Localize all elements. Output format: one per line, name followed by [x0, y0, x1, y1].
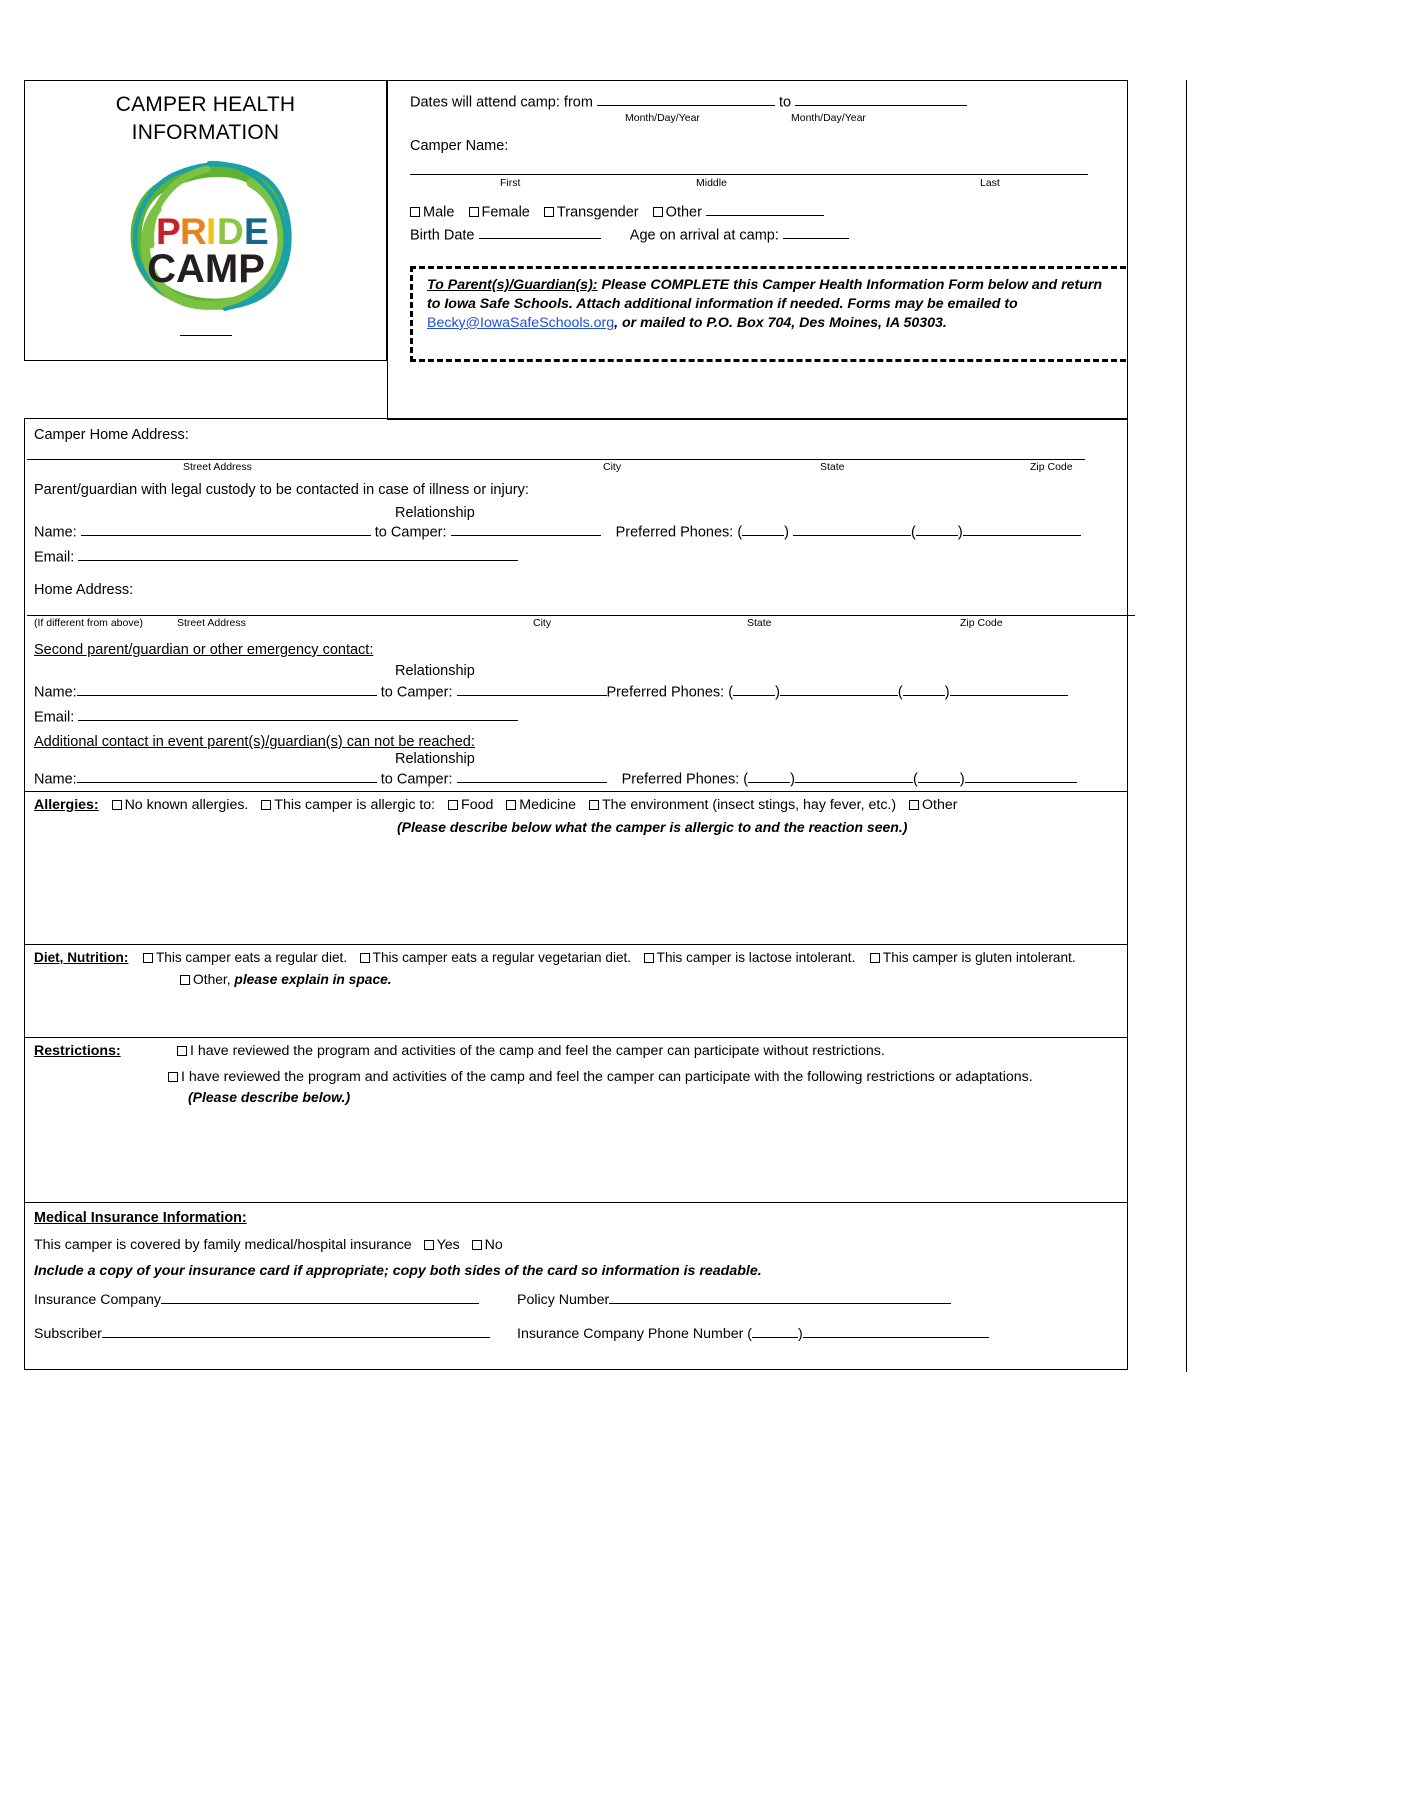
title-line-1: CAMPER HEALTH	[115, 93, 296, 116]
checkbox-gender-other[interactable]	[653, 207, 663, 217]
primary-contact-row	[34, 523, 1081, 540]
additional-phone2-open: (	[912, 771, 918, 788]
attend-to-caption: Month/Day/Year	[791, 112, 866, 124]
page-title	[25, 91, 386, 148]
diet-option-vegetarian: This camper eats a regular vegetarian diet.	[372, 950, 632, 965]
gender-option-transgender: Transgender	[556, 204, 639, 221]
pride-camp-logo	[113, 149, 299, 325]
camper-home-address-label: Camper Home Address:	[34, 427, 189, 443]
primary-name-label: Name:	[34, 524, 77, 541]
title-line-2: INFORMATION	[131, 121, 280, 145]
primary-name-input[interactable]	[81, 523, 371, 536]
camper-address-state-caption: State	[820, 461, 845, 473]
allergies-section-divider	[25, 791, 1127, 792]
allergies-suboption-medicine: Medicine	[519, 797, 577, 813]
svg-text:CAMP: CAMP	[146, 247, 265, 291]
additional-phones-label: Preferred Phones: (	[621, 771, 749, 788]
additional-relationship-input[interactable]	[457, 770, 607, 783]
restrictions-option-1: I have reviewed the program and activities of the camp and feel the camper can participate without restrictions.	[190, 1043, 885, 1059]
checkbox-allergy-food[interactable]	[448, 800, 458, 810]
checkbox-restrictions-with[interactable]	[168, 1072, 178, 1082]
insurance-phone-row	[517, 1325, 989, 1342]
second-name-input[interactable]	[77, 683, 377, 696]
notice-body-1: Please COMPLETE this Camper Health Information Form below and return to Iowa Safe Schools. Attach additional information if needed. Forms may be emailed to	[427, 277, 1103, 312]
insurance-covered-question: This camper is covered by family medical/hospital insurance	[34, 1237, 412, 1253]
checkbox-no-known-allergies[interactable]	[112, 800, 122, 810]
checkbox-allergy-environment[interactable]	[589, 800, 599, 810]
notice-heading: To Parent(s)/Guardian(s):	[427, 277, 598, 293]
insurance-no-label: No	[484, 1237, 503, 1253]
camper-name-input[interactable]	[410, 174, 1088, 175]
birth-date-input[interactable]	[479, 226, 601, 239]
additional-contact-intro: Additional contact in event parent(s)/guardian(s) can not be reached:	[34, 734, 475, 750]
insurance-subscriber-input[interactable]	[102, 1325, 490, 1338]
checkbox-gender-transgender[interactable]	[544, 207, 554, 217]
checkbox-allergy-other[interactable]	[909, 800, 919, 810]
insurance-company-row	[34, 1291, 479, 1308]
camper-address-city-caption: City	[603, 461, 622, 473]
checkbox-restrictions-without[interactable]	[177, 1046, 187, 1056]
svg-text:E: E	[243, 211, 269, 252]
second-phone2-area-input[interactable]	[903, 683, 945, 696]
checkbox-allergy-medicine[interactable]	[506, 800, 516, 810]
diet-other-instruction: please explain in space.	[234, 972, 392, 987]
diet-heading: Diet, Nutrition:	[34, 950, 129, 965]
insurance-subscriber-row	[34, 1325, 490, 1342]
camper-home-address-input[interactable]	[27, 459, 1085, 460]
allergies-heading: Allergies:	[34, 797, 99, 813]
home-address-label: Home Address:	[34, 582, 134, 598]
age-input[interactable]	[783, 226, 849, 239]
main-form-box	[24, 418, 1128, 1370]
second-name-label: Name:	[34, 684, 77, 701]
second-contact-row	[34, 683, 1068, 700]
restrictions-section-divider	[25, 1037, 1127, 1038]
checkbox-diet-lactose[interactable]	[644, 953, 654, 963]
camper-name-first-caption: First	[500, 177, 521, 189]
insurance-policy-input[interactable]	[609, 1291, 951, 1304]
camper-address-street-caption: Street Address	[183, 461, 252, 473]
primary-relationship-label-line1: Relationship	[395, 505, 475, 521]
insurance-policy-row	[517, 1291, 951, 1308]
additional-name-input[interactable]	[77, 770, 377, 783]
checkbox-insurance-yes[interactable]	[424, 1240, 434, 1250]
diet-option-lactose: This camper is lactose intolerant.	[656, 950, 856, 965]
insurance-company-input[interactable]	[161, 1291, 479, 1304]
diet-describe-area[interactable]	[34, 997, 1114, 1041]
svg-text:R: R	[179, 211, 207, 252]
second-phones-label: Preferred Phones: (	[606, 684, 734, 701]
checkbox-gender-female[interactable]	[469, 207, 479, 217]
gender-other-input[interactable]	[706, 203, 824, 216]
additional-phone1-area-input[interactable]	[748, 770, 790, 783]
home-address-city-caption: City	[533, 617, 552, 629]
gender-option-female: Female	[481, 204, 530, 221]
restrictions-heading: Restrictions:	[34, 1043, 121, 1059]
checkbox-diet-regular[interactable]	[143, 953, 153, 963]
second-email-row	[34, 708, 518, 725]
checkbox-diet-gluten[interactable]	[870, 953, 880, 963]
svg-text:P: P	[155, 211, 181, 252]
allergies-instruction: (Please describe below what the camper is allergic to and the reaction seen.)	[397, 819, 908, 835]
age-label: Age on arrival at camp:	[629, 227, 779, 244]
notice-body-2: , or mailed to P.O. Box 704, Des Moines, IA 50303.	[614, 314, 947, 331]
camper-name-label: Camper Name:	[410, 138, 509, 154]
attend-from-caption: Month/Day/Year	[625, 112, 700, 124]
diet-option-gluten: This camper is gluten intolerant.	[882, 950, 1076, 965]
gender-options-row	[410, 203, 824, 220]
home-address-street-caption: Street Address	[177, 617, 246, 629]
attend-to-input[interactable]	[795, 93, 967, 106]
gender-option-male: Male	[423, 204, 455, 221]
allergies-row	[34, 797, 958, 813]
diet-option-regular: This camper eats a regular diet.	[155, 950, 348, 965]
allergies-suboption-environment: The environment (insect stings, hay fever, etc.)	[601, 797, 897, 813]
allergies-describe-area[interactable]	[34, 839, 1114, 939]
birthdate-row	[410, 226, 849, 243]
title-box-rule	[180, 335, 232, 336]
additional-relationship-label-line2: to Camper:	[380, 771, 453, 788]
allergies-option-none: No known allergies.	[124, 797, 249, 813]
second-relationship-label-line2: to Camper:	[380, 684, 453, 701]
checkbox-is-allergic[interactable]	[261, 800, 271, 810]
checkbox-insurance-no[interactable]	[472, 1240, 482, 1250]
restrictions-describe-area[interactable]	[34, 1111, 1114, 1203]
additional-contact-row	[34, 770, 1077, 787]
checkbox-gender-male[interactable]	[410, 207, 420, 217]
additional-phones-close: )	[790, 771, 795, 788]
parent-guardian-notice	[410, 266, 1126, 362]
allergies-suboption-other: Other	[922, 797, 958, 813]
primary-phone2-area-input[interactable]	[916, 523, 958, 536]
notice-email-link[interactable]: Becky@IowaSafeSchools.org	[427, 314, 615, 331]
svg-text:I: I	[205, 211, 216, 252]
second-phone2-open: (	[897, 684, 903, 701]
primary-email-label: Email:	[34, 549, 75, 566]
primary-phone1-input[interactable]	[793, 523, 911, 536]
restrictions-option-2: I have reviewed the program and activities of the camp and feel the camper can participate with the following restrictions or adaptations.	[181, 1069, 1033, 1085]
home-address-input[interactable]	[27, 615, 1135, 616]
insurance-phone-close: )	[798, 1326, 803, 1343]
attend-to-label: to	[779, 94, 792, 111]
second-phone1-input[interactable]	[780, 683, 898, 696]
second-email-input[interactable]	[78, 708, 518, 721]
camper-address-zip-caption: Zip Code	[1030, 461, 1073, 473]
second-phone2-input[interactable]	[950, 683, 1068, 696]
primary-phones-label: Preferred Phones: (	[615, 524, 743, 541]
second-phone2-close: )	[944, 684, 950, 701]
svg-text:D: D	[216, 211, 244, 252]
primary-email-input[interactable]	[78, 548, 518, 561]
insurance-section-divider	[25, 1202, 1127, 1203]
home-address-zip-caption: Zip Code	[960, 617, 1003, 629]
checkbox-diet-vegetarian[interactable]	[360, 953, 370, 963]
second-phones-close: )	[775, 684, 780, 701]
page-margin-rule	[1186, 80, 1187, 1372]
restrictions-option-2-row	[168, 1069, 1033, 1085]
additional-phone1-input[interactable]	[795, 770, 913, 783]
primary-relationship-input[interactable]	[451, 523, 601, 536]
diet-other-label: Other,	[193, 972, 231, 987]
primary-phone2-input[interactable]	[963, 523, 1081, 536]
notice-text	[427, 276, 1117, 333]
insurance-heading: Medical Insurance Information:	[34, 1210, 247, 1226]
second-relationship-input[interactable]	[457, 683, 607, 696]
attend-from-input[interactable]	[597, 93, 775, 106]
checkbox-diet-other[interactable]	[180, 975, 190, 985]
diet-section-divider	[25, 944, 1127, 945]
camper-name-last-caption: Last	[980, 177, 1000, 189]
diet-row	[34, 950, 1076, 965]
insurance-company-label: Insurance Company	[34, 1292, 161, 1309]
insurance-yes-label: Yes	[436, 1237, 460, 1253]
additional-phone2-close: )	[959, 771, 965, 788]
insurance-phone-area-input[interactable]	[752, 1325, 798, 1338]
home-address-if-different-note: (If different from above)	[34, 617, 143, 629]
primary-phone2-open: (	[911, 524, 916, 541]
primary-email-row	[34, 548, 518, 565]
birth-date-label: Birth Date	[410, 227, 475, 244]
camper-header-box	[387, 80, 1128, 420]
gender-option-other: Other	[665, 204, 702, 221]
home-address-state-caption: State	[747, 617, 772, 629]
insurance-policy-label: Policy Number	[517, 1292, 610, 1309]
second-relationship-label-line1: Relationship	[395, 663, 475, 679]
primary-phone1-area-input[interactable]	[742, 523, 784, 536]
second-contact-intro: Second parent/guardian or other emergency contact:	[34, 642, 374, 658]
insurance-phone-input[interactable]	[803, 1325, 989, 1338]
insurance-phone-label: Insurance Company Phone Number (	[517, 1326, 753, 1343]
primary-contact-intro: Parent/guardian with legal custody to be contacted in case of illness or injury:	[34, 482, 529, 498]
primary-relationship-label-line2: to Camper:	[374, 524, 447, 541]
second-phone1-area-input[interactable]	[733, 683, 775, 696]
primary-phones-close: )	[784, 524, 789, 541]
additional-relationship-label-line1: Relationship	[395, 751, 475, 767]
insurance-covered-row	[34, 1237, 503, 1253]
insurance-card-note: Include a copy of your insurance card if appropriate; copy both sides of the card so information is readable.	[34, 1263, 762, 1279]
restrictions-instruction: (Please describe below.)	[188, 1089, 351, 1105]
allergies-option-allergic: This camper is allergic to:	[274, 797, 436, 813]
additional-name-label: Name:	[34, 771, 77, 788]
attend-dates-row	[410, 93, 967, 110]
restrictions-option-1-row	[177, 1043, 885, 1059]
camper-name-middle-caption: Middle	[696, 177, 727, 189]
additional-phone2-area-input[interactable]	[918, 770, 960, 783]
allergies-suboption-food: Food	[461, 797, 494, 813]
logo-svg	[113, 149, 299, 325]
primary-phone2-close: )	[957, 524, 963, 541]
second-email-label: Email:	[34, 709, 75, 726]
attend-dates-label: Dates will attend camp: from	[410, 94, 593, 111]
title-logo-box	[24, 80, 387, 361]
diet-other-row	[180, 972, 392, 987]
additional-phone2-input[interactable]	[965, 770, 1077, 783]
insurance-subscriber-label: Subscriber	[34, 1326, 102, 1343]
